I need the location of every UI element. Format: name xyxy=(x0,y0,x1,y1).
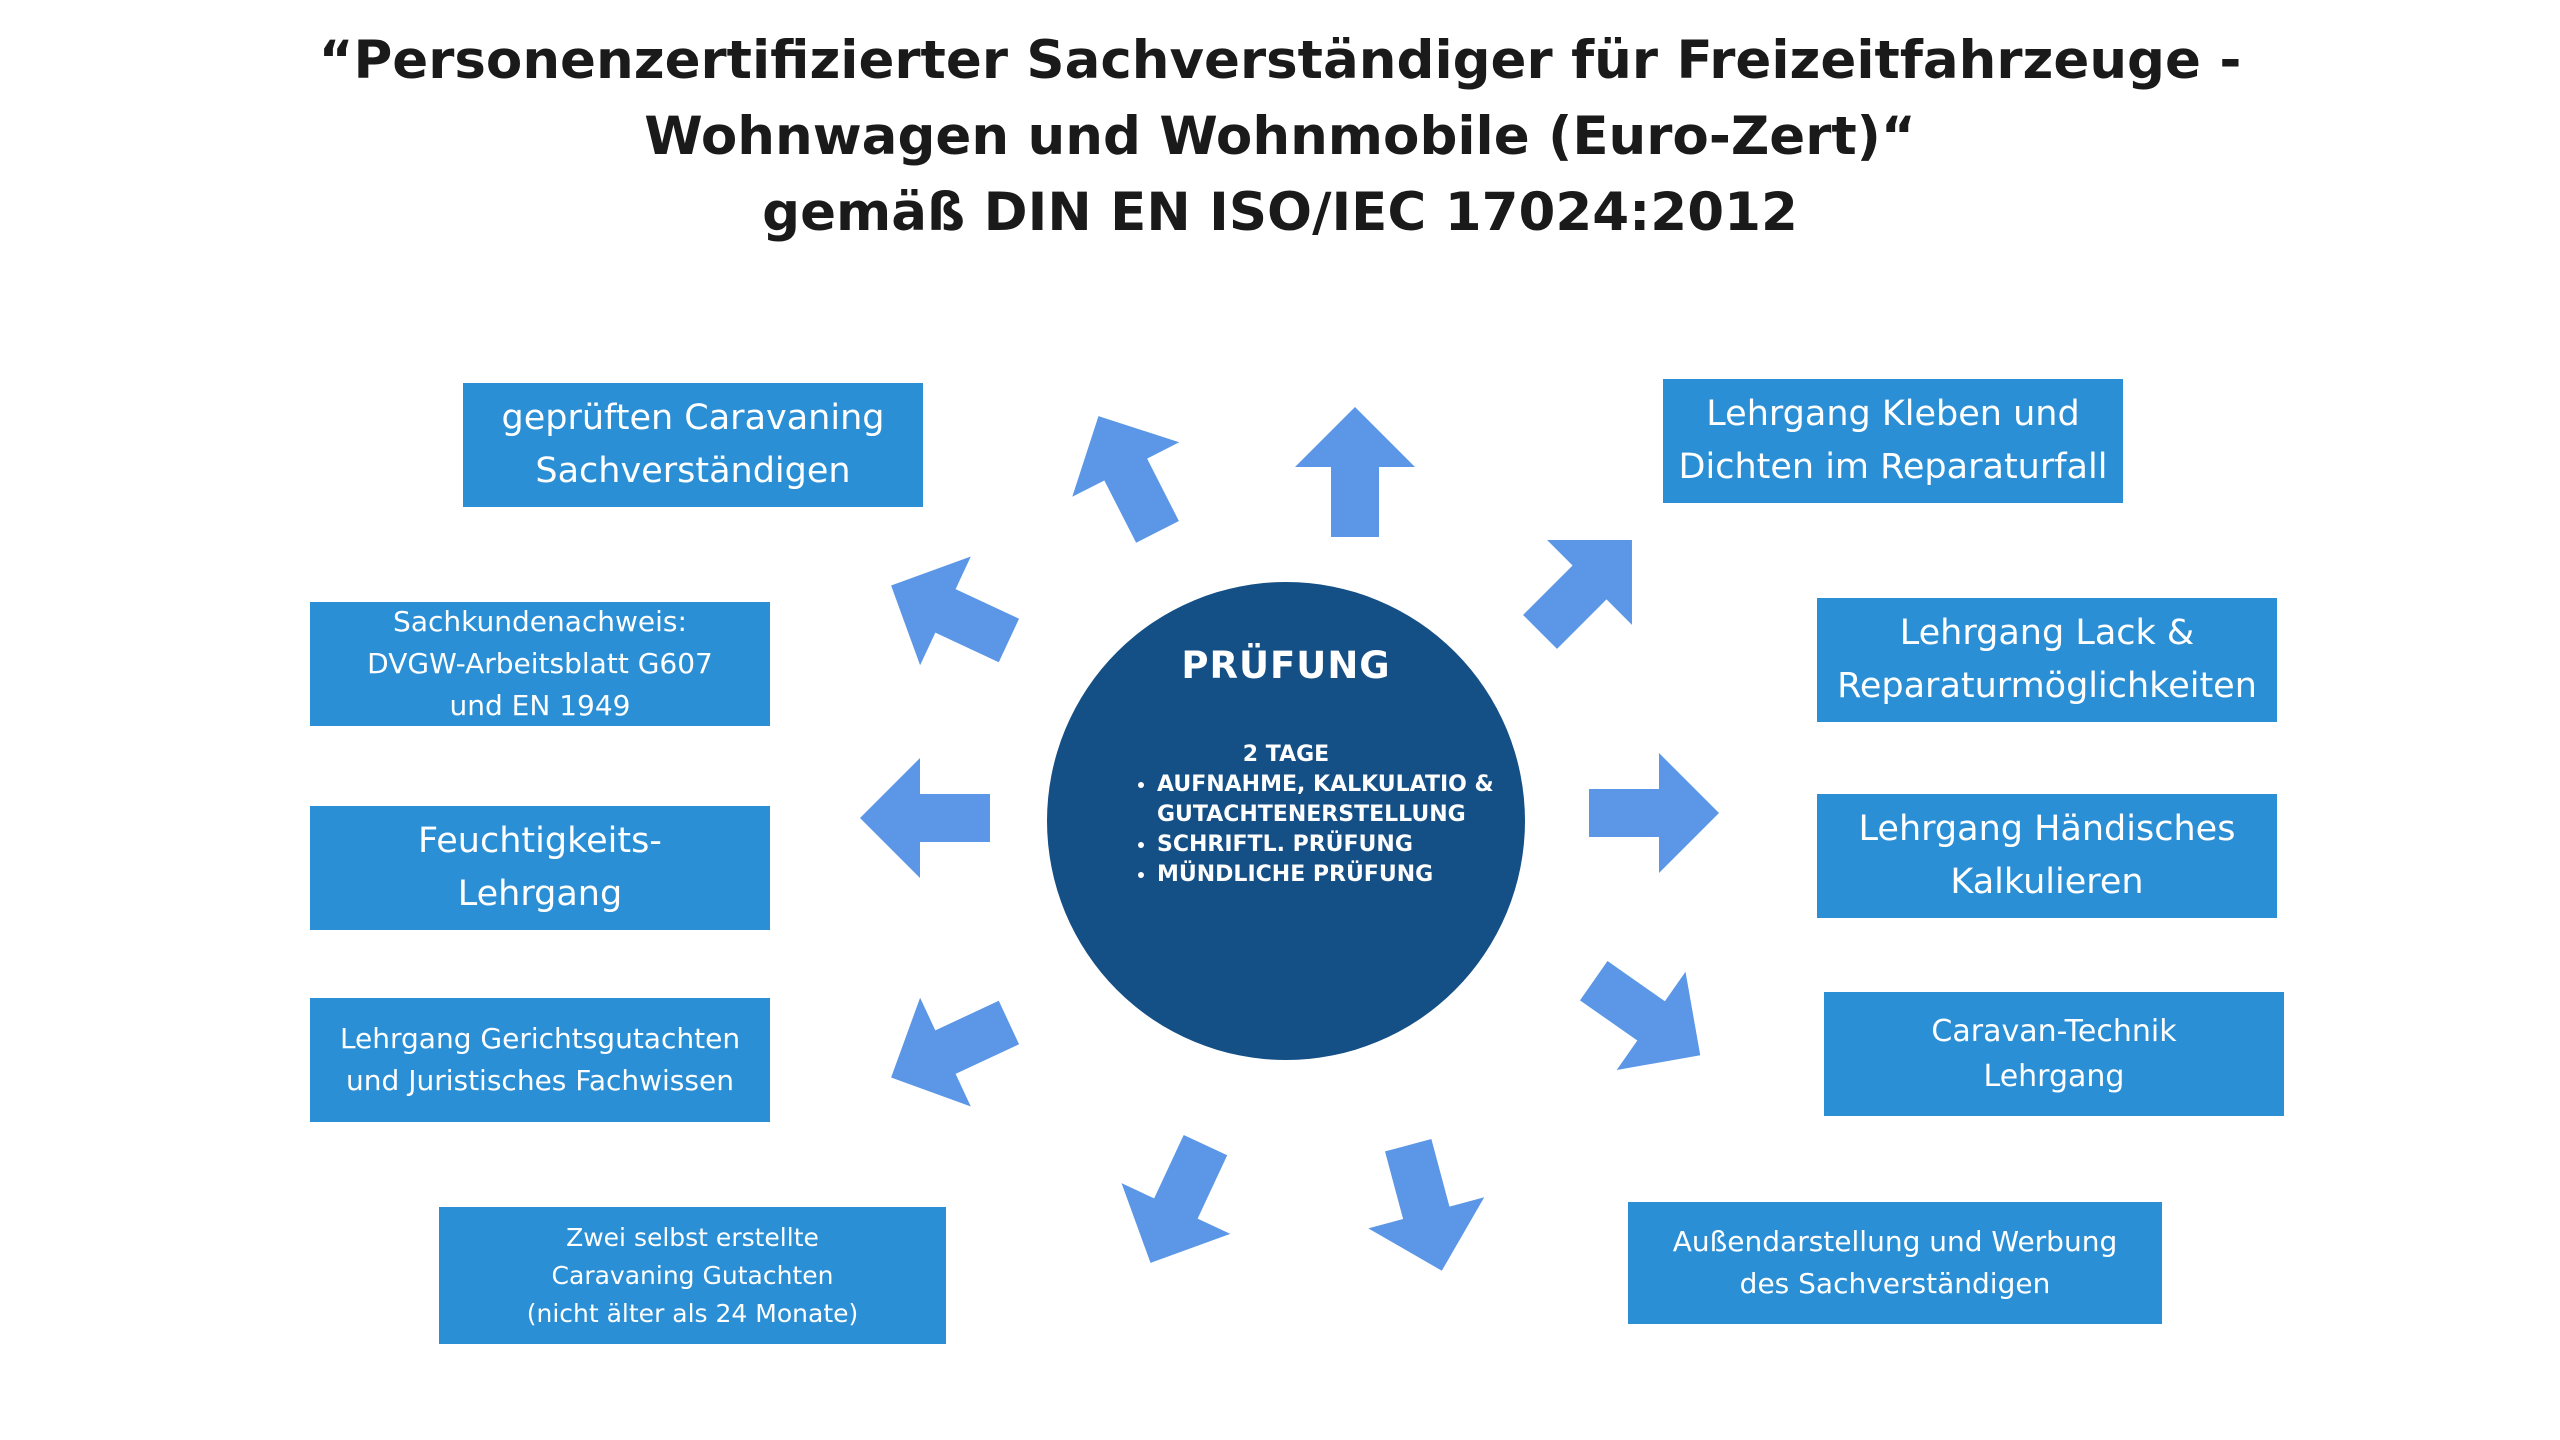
arrow-icon xyxy=(1096,1120,1260,1289)
box-text: und EN 1949 xyxy=(449,689,631,722)
pruefung-days: 2 TAGE xyxy=(1242,742,1330,767)
box-text: Lehrgang Händisches xyxy=(1858,809,2236,849)
arrow-icon xyxy=(866,531,1035,695)
box-text: und Juristisches Fachwissen xyxy=(346,1064,734,1097)
title-line-1: “Personenzertifizierter Sachverständiger für Freizeitfahrzeuge - xyxy=(318,30,2242,91)
pruefung-circle xyxy=(1047,582,1525,1060)
box-text: geprüften Caravaning xyxy=(501,398,885,438)
box-text: Außendarstellung und Werbung xyxy=(1672,1225,2118,1258)
pruefung-heading: PRÜFUNG xyxy=(1181,644,1391,687)
box-text: Lehrgang xyxy=(457,874,623,914)
box-text: Sachverständigen xyxy=(535,451,851,491)
box-text: Lehrgang Gerichtsgutachten xyxy=(339,1022,741,1055)
box-text: Kalkulieren xyxy=(1950,862,2144,902)
box-text: Lehrgang Lack & xyxy=(1899,613,2195,653)
list-item xyxy=(1157,860,1517,890)
list-item-text: GUTACHTENERSTELLUNG xyxy=(1157,802,1466,827)
arrow-icon xyxy=(1350,1130,1500,1287)
list-item xyxy=(1157,830,1517,860)
box-text: Reparaturmöglichkeiten xyxy=(1837,666,2257,706)
arrow-icon xyxy=(1559,932,1734,1105)
box-text: Lehrgang xyxy=(1983,1059,2125,1094)
list-item-text: • SCHRIFTL. PRÜFUNG xyxy=(1157,832,1413,857)
box-text: Caravaning Gutachten xyxy=(551,1260,834,1290)
arrow-icon xyxy=(1045,389,1211,559)
arrow-icon xyxy=(1589,753,1719,873)
box-text: (nicht älter als 24 Monate) xyxy=(526,1298,859,1328)
box-text: Zwei selbst erstellte xyxy=(566,1222,819,1252)
pruefung-list xyxy=(1127,770,1517,890)
box-text: Lehrgang Kleben und xyxy=(1706,394,2080,434)
box-text: Dichten im Reparaturfall xyxy=(1678,447,2108,487)
box-text: Sachkundenachweis: xyxy=(393,605,687,638)
box-text: DVGW-Arbeitsblatt G607 xyxy=(367,647,713,680)
box-text: des Sachverständigen xyxy=(1739,1267,2051,1300)
arrow-icon xyxy=(866,968,1035,1132)
list-item xyxy=(1157,770,1517,830)
box-text: Feuchtigkeits- xyxy=(418,821,662,861)
arrow-icon xyxy=(1295,407,1415,537)
list-item-text: • MÜNDLICHE PRÜFUNG xyxy=(1157,862,1434,887)
arrow-icon xyxy=(860,758,990,878)
list-item-text: • AUFNAHME, KALKULATIO & xyxy=(1157,772,1494,797)
box-text: Caravan-Technik xyxy=(1931,1014,2177,1049)
title-line-3: gemäß DIN EN ISO/IEC 17024:2012 xyxy=(762,182,1798,243)
title-line-2: Wohnwagen und Wohnmobile (Euro-Zert)“ xyxy=(644,106,1916,167)
